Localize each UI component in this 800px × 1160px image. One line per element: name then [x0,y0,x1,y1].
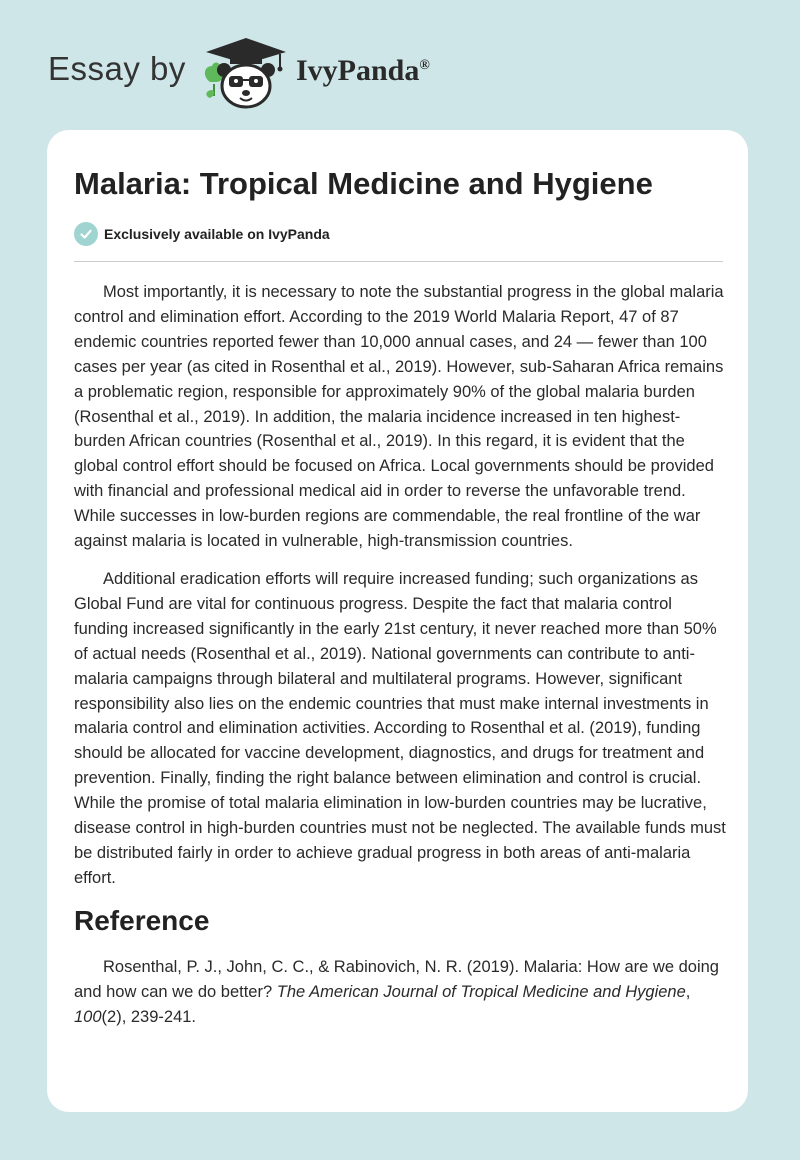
checkmark-icon [74,222,98,246]
reference-heading: Reference [74,904,210,936]
journal-volume: 100 [74,1007,102,1026]
divider [74,261,723,262]
exclusive-badge [74,221,330,247]
page-title: Malaria: Tropical Medicine and Hygiene [74,166,653,201]
body-paragraph: Additional eradication efforts will require increased funding; such organizations as Global Fund are vital for continuous progress. Despite the fact that malaria control funding increased significantly in the early 21st century, it never reached more than 50% of actual needs (Rosenthal et al., 2019). National governments can contribute to anti-malaria campaigns through bilateral and multilateral programs. However, significant responsibility also lies on the endemic countries that must make internal investments in malaria control and elimination activities. According to Rosenthal et al. (2019), funding should be allocated for vaccine development, diagnostics, and drugs for treatment and prevention. Finally, finding the right balance between elimination and control is crucial. While the promise of total malaria elimination in low-burden countries may be lucrative, disease control in high-burden countries must not be neglected. The available funds must be distributed fairly in order to achieve gradual progress in both areas of anti-malaria effort. [74,569,726,887]
site-header [0,0,800,130]
essay-card [47,130,748,1112]
reference-entry: Rosenthal, P. J., John, C. C., & Rabinovich, N. R. (2019). Malaria: How are we doing and how can we do better? The American Journal of Tropical Medicine and Hygiene, 100(2), 239-241. [74,957,719,1026]
body-paragraph: Most importantly, it is necessary to note the substantial progress in the global malaria control and elimination effort. According to the 2019 World Malaria Report, 47 of 87 endemic countries reported fewer than 10,000 annual cases, and 24 — fewer than 100 cases per year (as cited in Rosenthal et al., 2019). However, sub-Saharan Africa remains a problematic region, responsible for approximately 90% of the global malaria burden (Rosenthal et al., 2019). In addition, the malaria incidence increased in ten highest-burden African countries (Rosenthal et al., 2019). In this regard, it is evident that the global control effort should be focused on Africa. Local governments should be provided with financial and professional medical aid in order to reverse the unfavorable trend. While successes in low-burden regions are commendable, the real frontline of the war against malaria is located in vulnerable, high-transmission countries. [74,283,724,551]
brand-prefix: Essay by [48,50,186,87]
panda-logo-icon[interactable] [200,36,292,110]
registered-mark: ® [419,58,430,73]
logo-text[interactable]: IvyPanda® [296,54,430,87]
journal-title: The American Journal of Tropical Medicine and Hygiene [276,982,686,1001]
essay-body [74,280,726,1042]
badge-label: Exclusively available on IvyPanda [104,226,330,242]
